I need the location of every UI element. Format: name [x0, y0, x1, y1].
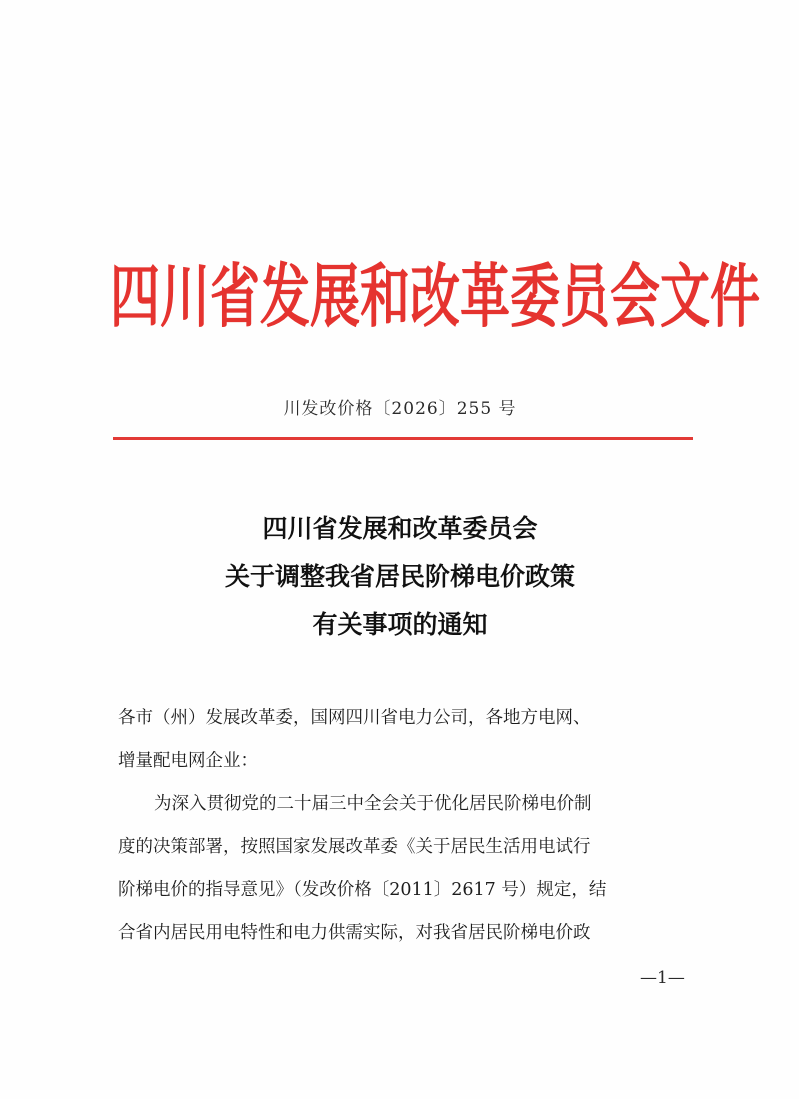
body-line: 增量配电网企业：: [118, 751, 258, 771]
body-line: 合省内居民用电特性和电力供需实际，对我省居民阶梯电价政: [118, 923, 591, 943]
document-number: 川发改价格〔2026〕255 号: [283, 399, 517, 419]
document-title: [110, 505, 690, 649]
red-separator-line: [113, 437, 693, 440]
page-number: —1—: [640, 968, 685, 988]
body-line: 为深入贯彻党的二十届三中全会关于优化居民阶梯电价制: [154, 794, 592, 814]
title-line-3: 有关事项的通知: [312, 610, 488, 639]
title-line-1: 四川省发展和改革委员会: [262, 514, 538, 543]
document-masthead: 四川省发展和改革委员会文件: [110, 256, 760, 337]
body-line: 度的决策部署，按照国家发展改革委《关于居民生活用电试行: [118, 837, 591, 857]
body-line: 阶梯电价的指导意见》（发改价格〔2011〕2617 号）规定，结: [118, 880, 607, 900]
document-body: [118, 697, 698, 955]
body-line: 各市（州）发展改革委，国网四川省电力公司，各地方电网、: [118, 708, 591, 728]
title-line-2: 关于调整我省居民阶梯电价政策: [224, 562, 575, 591]
